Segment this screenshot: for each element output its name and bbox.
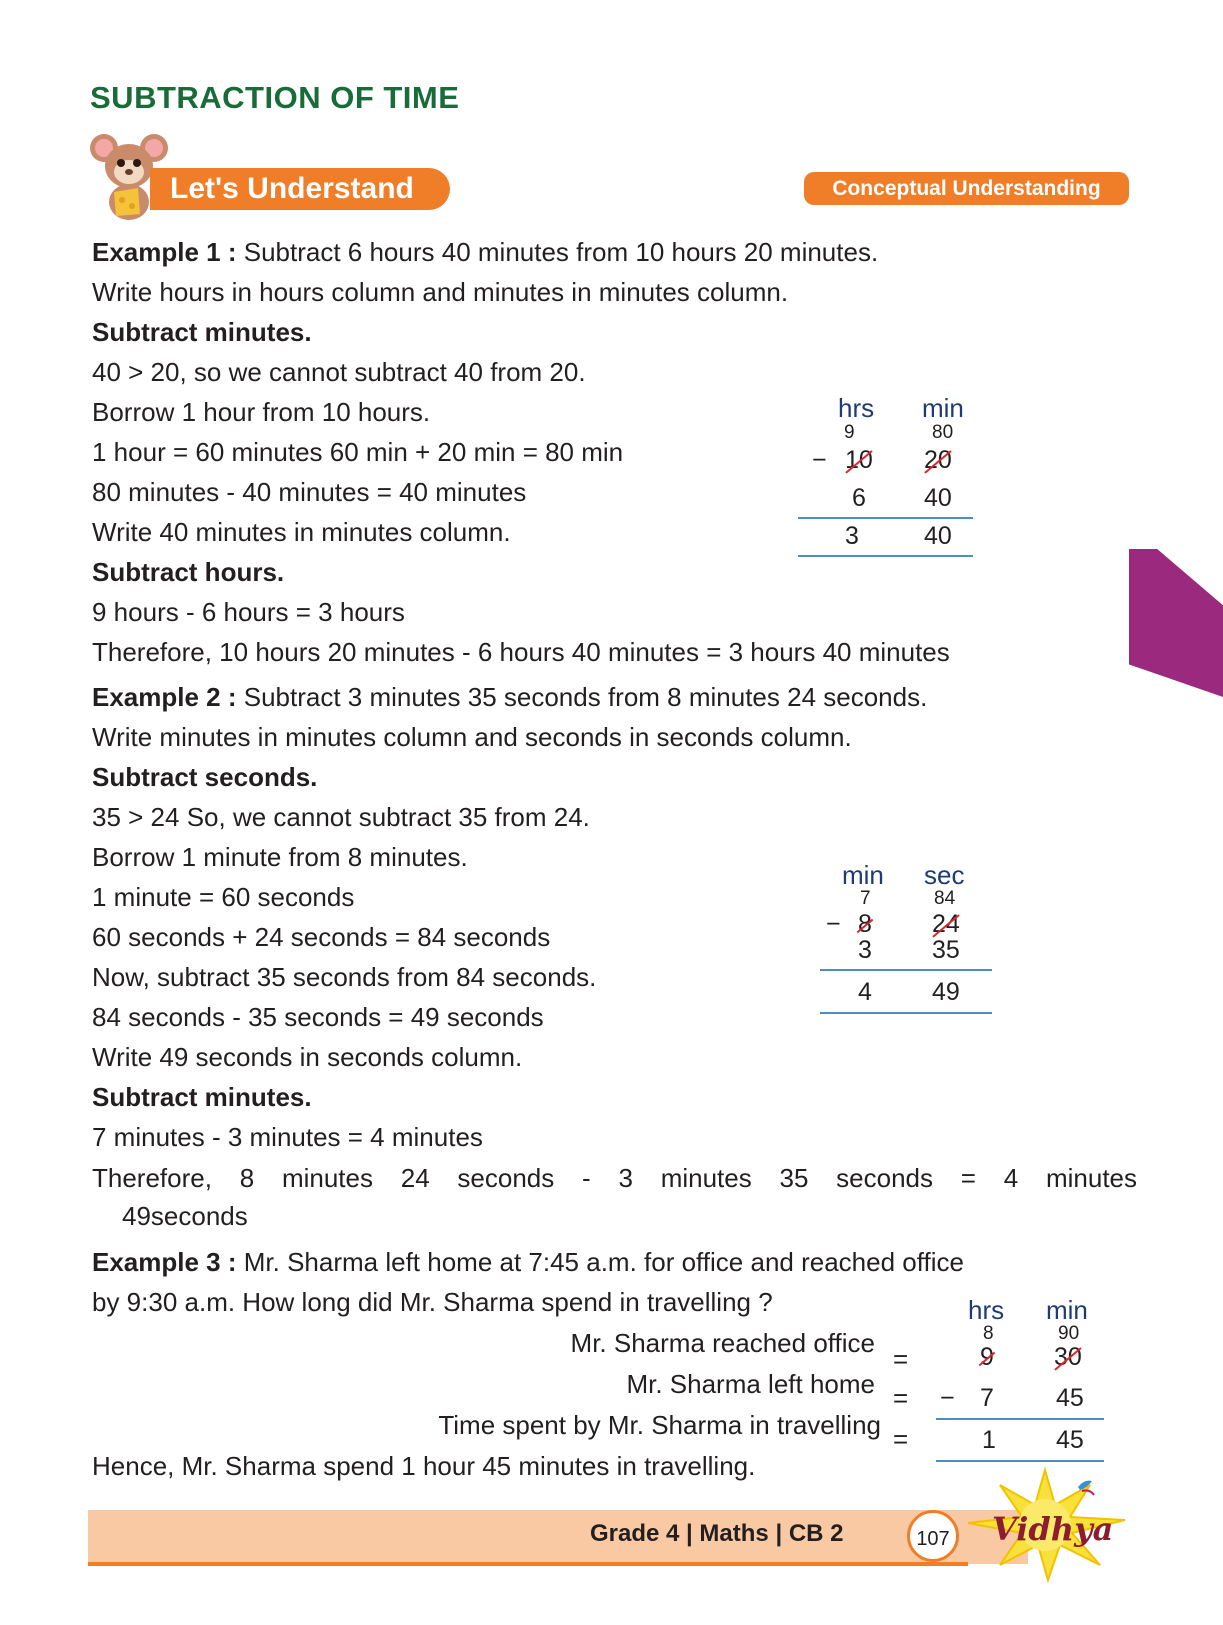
row-reached-office: Mr. Sharma reached office	[570, 1328, 875, 1358]
example1-line: 80 minutes - 40 minutes = 40 minutes	[92, 477, 527, 507]
sum-line	[820, 969, 992, 971]
example2-label: Example 2 :	[92, 682, 237, 712]
lets-understand-banner: Let's Understand	[150, 168, 450, 210]
example1-subtract-hours: Subtract hours.	[92, 557, 285, 587]
crossed-value: 20	[924, 446, 952, 474]
example1-heading	[92, 234, 878, 270]
example2-line: Write 49 seconds in seconds column.	[92, 1042, 523, 1072]
minus-sign: −	[812, 446, 827, 474]
column-header-min: min	[842, 860, 884, 890]
column-header-min: min	[922, 393, 964, 423]
subtrahend-value: 40	[924, 484, 952, 512]
chapter-side-tab	[1129, 549, 1223, 697]
example1-line: Borrow 1 hour from 10 hours.	[92, 397, 431, 427]
example3-line: by 9:30 a.m. How long did Mr. Sharma spend in travelling ?	[92, 1287, 773, 1317]
footer-grade-subject: Grade 4 | Maths | CB 2	[590, 1520, 844, 1547]
example2-line: 60 seconds + 24 seconds = 84 seconds	[92, 922, 551, 952]
subtrahend-value: 45	[1056, 1384, 1084, 1412]
example2-line: 1 minute = 60 seconds	[92, 882, 355, 912]
column-header-min: min	[1046, 1295, 1088, 1325]
crossed-value: 30	[1054, 1343, 1082, 1371]
column-header-sec: sec	[924, 860, 965, 890]
result-value: 40	[924, 522, 952, 550]
footer-bar	[88, 1510, 1028, 1564]
borrow-value: 8	[983, 1323, 994, 1344]
example1-text: Subtract 6 hours 40 minutes from 10 hours 20 minutes.	[236, 237, 879, 267]
footer-underline	[88, 1562, 968, 1566]
result-value: 45	[1056, 1426, 1084, 1454]
subtrahend-value: 7	[980, 1384, 994, 1412]
example2-subtract-minutes: Subtract minutes.	[92, 1082, 312, 1112]
example1-line: 9 hours - 6 hours = 3 hours	[92, 597, 405, 627]
conceptual-understanding-badge: Conceptual Understanding	[804, 172, 1129, 205]
example1-line: 40 > 20, so we cannot subtract 40 from 20.	[92, 357, 586, 387]
sum-line	[936, 1418, 1104, 1420]
example2-line: 84 seconds - 35 seconds = 49 seconds	[92, 1002, 544, 1032]
page-number: 107	[907, 1510, 959, 1562]
page-title: SUBTRACTION OF TIME	[90, 80, 460, 115]
example3-label: Example 3 :	[92, 1247, 237, 1277]
example1-line: Write 40 minutes in minutes column.	[92, 517, 511, 547]
example2-line: 49seconds	[122, 1201, 248, 1231]
example3-heading	[92, 1244, 964, 1280]
crossed-value: 10	[845, 446, 873, 474]
borrow-value: 9	[844, 422, 855, 443]
example2-line: Now, subtract 35 seconds from 84 seconds.	[92, 962, 597, 992]
result-value: 4	[858, 978, 872, 1006]
subtrahend-value: 35	[932, 936, 960, 964]
result-value: 49	[932, 978, 960, 1006]
example2-line: Borrow 1 minute from 8 minutes.	[92, 842, 468, 872]
sum-line	[820, 1012, 992, 1014]
sum-line	[798, 555, 973, 557]
example1-label: Example 1 :	[92, 237, 237, 267]
example1-subtract-minutes: Subtract minutes.	[92, 317, 312, 347]
example2-text: Subtract 3 minutes 35 seconds from 8 minutes 24 seconds.	[236, 682, 928, 712]
equals-sign: =	[893, 1383, 909, 1413]
example2-line: Therefore, 8 minutes 24 seconds - 3 minutes 35 seconds = 4 minutes	[92, 1163, 1137, 1193]
borrow-value: 84	[934, 888, 956, 909]
subtrahend-value: 6	[852, 484, 866, 512]
borrow-value: 80	[932, 422, 954, 443]
example2-line: 35 > 24 So, we cannot subtract 35 from 24.	[92, 802, 590, 832]
equals-sign: =	[893, 1344, 909, 1374]
column-header-hrs: hrs	[968, 1295, 1005, 1325]
subtrahend-value: 3	[858, 936, 872, 964]
minus-sign: −	[826, 910, 841, 938]
result-value: 1	[982, 1426, 996, 1454]
result-value: 3	[845, 522, 859, 550]
example2-line: 7 minutes - 3 minutes = 4 minutes	[92, 1122, 483, 1152]
crossed-value: 24	[932, 910, 960, 938]
example1-line: 1 hour = 60 minutes 60 min + 20 min = 80 min	[92, 437, 624, 467]
column-header-hrs: hrs	[838, 393, 875, 423]
row-time-spent: Time spent by Mr. Sharma in travelling	[438, 1410, 881, 1440]
vidhya-logo: Vidhya	[992, 1510, 1114, 1548]
example2-heading	[92, 679, 927, 715]
example3-text: Mr. Sharma left home at 7:45 a.m. for office and reached office	[236, 1247, 964, 1277]
example3-conclusion: Hence, Mr. Sharma spend 1 hour 45 minutes in travelling.	[92, 1451, 756, 1481]
minus-sign: −	[940, 1384, 955, 1412]
equals-sign: =	[893, 1424, 909, 1454]
example1-line: Write hours in hours column and minutes in minutes column.	[92, 277, 789, 307]
borrow-value: 7	[860, 888, 871, 909]
crossed-value: 8	[858, 910, 872, 938]
example1-line: Therefore, 10 hours 20 minutes - 6 hours 40 minutes = 3 hours 40 minutes	[92, 637, 950, 667]
sum-line	[936, 1460, 1104, 1462]
borrow-value: 90	[1058, 1323, 1080, 1344]
example2-subtract-seconds: Subtract seconds.	[92, 762, 318, 792]
row-left-home: Mr. Sharma left home	[626, 1369, 875, 1399]
example2-line: Write minutes in minutes column and seconds in seconds column.	[92, 722, 852, 752]
sum-line	[798, 517, 973, 519]
crossed-value: 9	[980, 1343, 994, 1371]
